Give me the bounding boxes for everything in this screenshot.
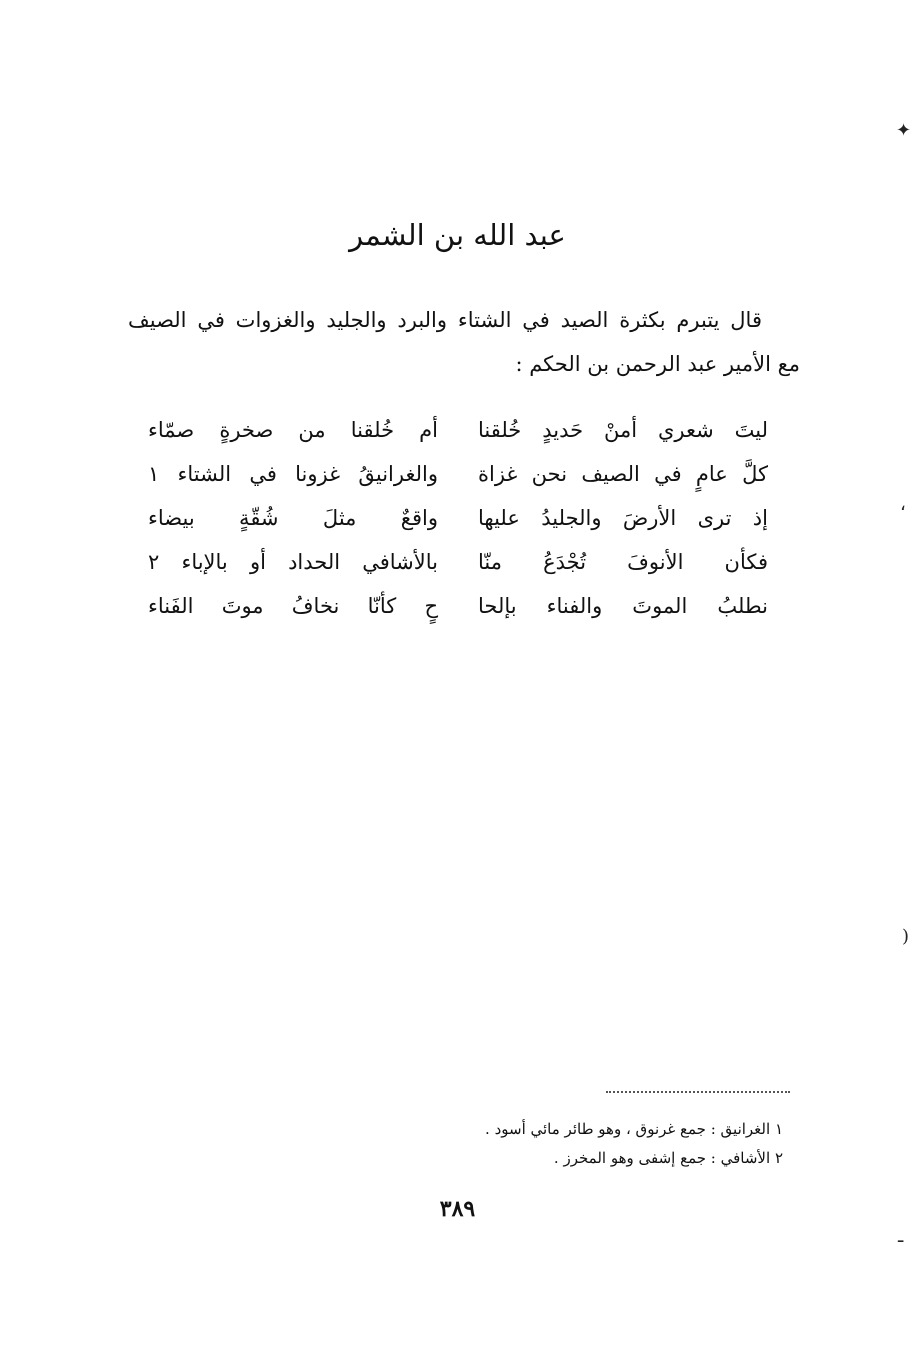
- margin-mark-lower: ): [902, 926, 910, 947]
- verse-4: [148, 540, 768, 584]
- footnotes: [485, 1115, 783, 1173]
- margin-mark-bottom: ـ: [898, 1226, 904, 1247]
- intro-paragraph: [128, 298, 800, 386]
- margin-mark-middle: ،: [900, 494, 906, 515]
- intro-line-1: قال يتبرم بكثرة الصيد في الشتاء والبرد والجليد والغزوات في الصيف: [128, 308, 762, 332]
- margin-mark-top: ✦: [896, 120, 912, 141]
- verse-3-second-hemistich: واقعٌ مثلَ شُقّةٍ بيضاء: [148, 506, 438, 530]
- poem: [148, 408, 768, 628]
- verse-2-first-hemistich: كلَّ عامٍ في الصيف نحن غزاة: [478, 462, 768, 486]
- page-number: ٣٨٩: [439, 1196, 476, 1222]
- verse-2-second-hemistich: والغرانيقُ غزونا في الشتاء ١: [148, 462, 438, 486]
- verse-2: [148, 452, 768, 496]
- verse-3: [148, 496, 768, 540]
- footnote-2: ٢ الأشافي : جمع إشفى وهو المخرز .: [553, 1149, 783, 1167]
- verse-1-second-hemistich: أم خُلقنا من صخرةٍ صمّاء: [148, 418, 438, 442]
- verse-1: [148, 408, 768, 452]
- verse-4-second-hemistich: بالأشافي الحداد أو بالإباء ٢: [148, 550, 438, 574]
- footnote-1: ١ الغرانيق : جمع غرنوق ، وهو طائر مائي أسود .: [485, 1120, 783, 1138]
- verse-5-first-hemistich: نطلبُ الموتَ والفناء بإلحا: [478, 594, 768, 618]
- verse-1-first-hemistich: ليتَ شعري أمنْ حَديدٍ خُلقنا: [478, 418, 768, 442]
- verse-5: [148, 584, 768, 628]
- intro-line-2: مع الأمير عبد الرحمن بن الحكم :: [515, 352, 800, 376]
- verse-3-first-hemistich: إذ ترى الأرضَ والجليدُ عليها: [478, 506, 768, 530]
- poet-title: عبد الله بن الشمر: [349, 218, 566, 252]
- verse-4-first-hemistich: فكأن الأنوفَ تُجْدَعُ منّا: [478, 550, 768, 574]
- footnote-separator: [606, 1091, 790, 1093]
- verse-5-second-hemistich: حٍ كأنّا نخافُ موتَ الفَناء: [148, 594, 438, 618]
